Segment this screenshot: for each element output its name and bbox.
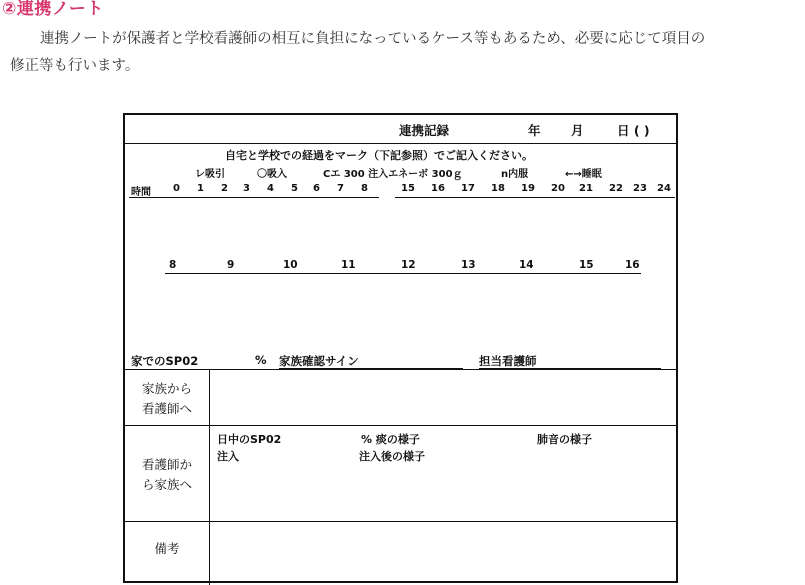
hour-underline xyxy=(395,197,675,198)
divider xyxy=(125,369,676,370)
hour-label: 24 xyxy=(657,183,671,194)
hour-label: 18 xyxy=(491,183,505,194)
nurse-in-charge-label: 担当看護師 xyxy=(479,354,537,368)
hour-label: 21 xyxy=(579,183,593,194)
form-title: 連携記録 xyxy=(399,123,450,138)
date-year-label: 年 xyxy=(528,123,541,138)
hour-label: 15 xyxy=(579,259,594,271)
legend-suction: レ吸引 xyxy=(195,169,225,180)
hour-label: 11 xyxy=(341,259,356,271)
hour-label: 19 xyxy=(521,183,535,194)
coordination-record-form xyxy=(123,113,678,583)
date-day-label: 日 ( ) xyxy=(617,123,650,138)
column-divider xyxy=(209,369,210,585)
hour-label: 23 xyxy=(633,183,647,194)
hour-label: 16 xyxy=(625,259,640,271)
hour-label: 22 xyxy=(609,183,623,194)
date-month-label: 月 xyxy=(571,123,584,138)
hour-label: 0 xyxy=(173,183,180,194)
hour-label: 7 xyxy=(337,183,344,194)
sputum-label: % 痰の様子 xyxy=(361,433,420,446)
hour-label: 8 xyxy=(169,259,177,271)
hour-label: 1 xyxy=(197,183,204,194)
home-spo2-label: 家でのSP02 xyxy=(131,354,199,368)
lung-sound-label: 肺音の様子 xyxy=(537,433,592,446)
intro-paragraph xyxy=(10,26,800,80)
hour-label: 2 xyxy=(221,183,228,194)
section-heading: ②連携ノート xyxy=(2,0,104,19)
hour-label: 14 xyxy=(519,259,534,271)
hour-label: 15 xyxy=(401,183,415,194)
intro-line-2: 修正等も行います。 xyxy=(10,58,140,74)
family-to-nurse-label: 家族から 看護師へ xyxy=(141,381,192,416)
hour-underline xyxy=(129,197,379,198)
divider xyxy=(125,425,676,426)
legend-c-enebo: Cエ 300 注入エネーボ 300ｇ xyxy=(323,169,463,180)
hour-label: 10 xyxy=(283,259,298,271)
hour-label: 5 xyxy=(291,183,298,194)
legend-sleep: ←→睡眠 xyxy=(565,169,602,180)
hour-label: 8 xyxy=(361,183,368,194)
hour-label: 3 xyxy=(243,183,250,194)
hour-label: 4 xyxy=(267,183,274,194)
hour-underline xyxy=(165,273,641,274)
percent-sign: % xyxy=(255,353,267,367)
intro-line-1: 連携ノートが保護者と学校看護師の相互に負担になっているケース等もあるため、必要に応じて項目の xyxy=(40,31,706,47)
legend-inhalation: 〇吸入 xyxy=(257,169,287,180)
hour-label: 20 xyxy=(551,183,565,194)
injection-label: 注入 xyxy=(217,450,239,463)
hour-label: 13 xyxy=(461,259,476,271)
family-sign-label: 家族確認サイン xyxy=(279,354,359,368)
remarks-label: 備考 xyxy=(154,541,180,556)
hour-label: 6 xyxy=(313,183,320,194)
legend-medication: n内服 xyxy=(501,169,529,180)
hour-label: 12 xyxy=(401,259,416,271)
nurse-to-family-label: 看護師か ら家族へ xyxy=(141,457,192,492)
hour-label: 17 xyxy=(461,183,475,194)
hour-label: 9 xyxy=(227,259,235,271)
divider xyxy=(125,143,676,144)
divider xyxy=(125,521,676,522)
daytime-spo2-label: 日中のSP02 xyxy=(217,433,282,446)
time-label: 時間 xyxy=(131,187,151,198)
hour-label: 16 xyxy=(431,183,445,194)
instruction-text: 自宅と学校での経過をマーク（下記参照）でご記入ください。 xyxy=(225,149,533,162)
after-injection-label: 注入後の様子 xyxy=(359,450,425,463)
